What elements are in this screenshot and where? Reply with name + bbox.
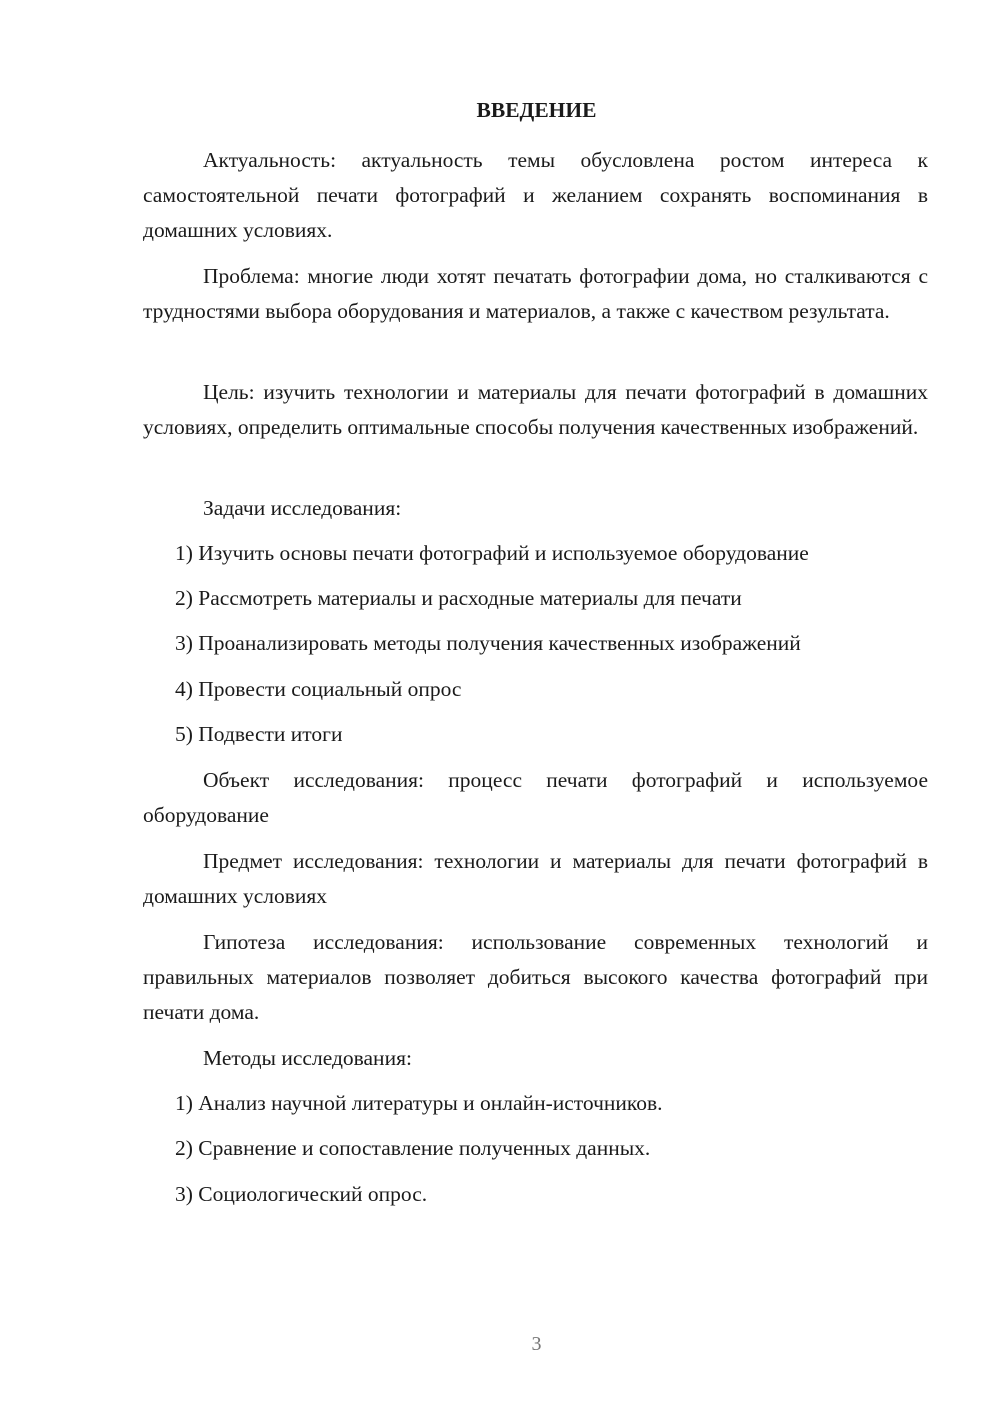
task-item: 2) Рассмотреть материалы и расходные материалы для печати xyxy=(175,586,742,610)
method-item: 3) Социологический опрос. xyxy=(175,1182,428,1206)
hypothesis-paragraph: Гипотеза исследования: использование современных технологий и правильных материалов позволяет добиться высокого качества фотографий при печати дома. xyxy=(143,930,928,1024)
object-paragraph: Объект исследования: процесс печати фотографий и используемое оборудование xyxy=(143,768,928,827)
section-title: ВВЕДЕНИЕ xyxy=(476,98,597,122)
subject-paragraph: Предмет исследования: технологии и материалы для печати фотографий в домашних условиях xyxy=(143,849,928,908)
method-item: 2) Сравнение и сопоставление полученных данных. xyxy=(175,1136,651,1160)
page-number: 3 xyxy=(531,1333,542,1355)
tasks-heading: Задачи исследования: xyxy=(203,496,402,520)
goal-paragraph: Цель: изучить технологии и материалы для печати фотографий в домашних условиях, определить оптимальные способы получения качественных изображений. xyxy=(143,380,928,439)
task-item: 5) Подвести итоги xyxy=(175,722,343,746)
task-item: 1) Изучить основы печати фотографий и используемое оборудование xyxy=(175,541,809,565)
methods-heading: Методы исследования: xyxy=(203,1046,412,1070)
task-item: 4) Провести социальный опрос xyxy=(175,677,462,701)
task-item: 3) Проанализировать методы получения качественных изображений xyxy=(175,631,801,655)
relevance-paragraph: Актуальность: актуальность темы обусловлена ростом интереса к самостоятельной печати фотографий и желанием сохранять воспоминания в домашних условиях. xyxy=(143,148,928,242)
problem-paragraph: Проблема: многие люди хотят печатать фотографии дома, но сталкиваются с трудностями выбора оборудования и материалов, а также с качеством результата. xyxy=(143,264,928,323)
method-item: 1) Анализ научной литературы и онлайн-источников. xyxy=(175,1091,663,1115)
